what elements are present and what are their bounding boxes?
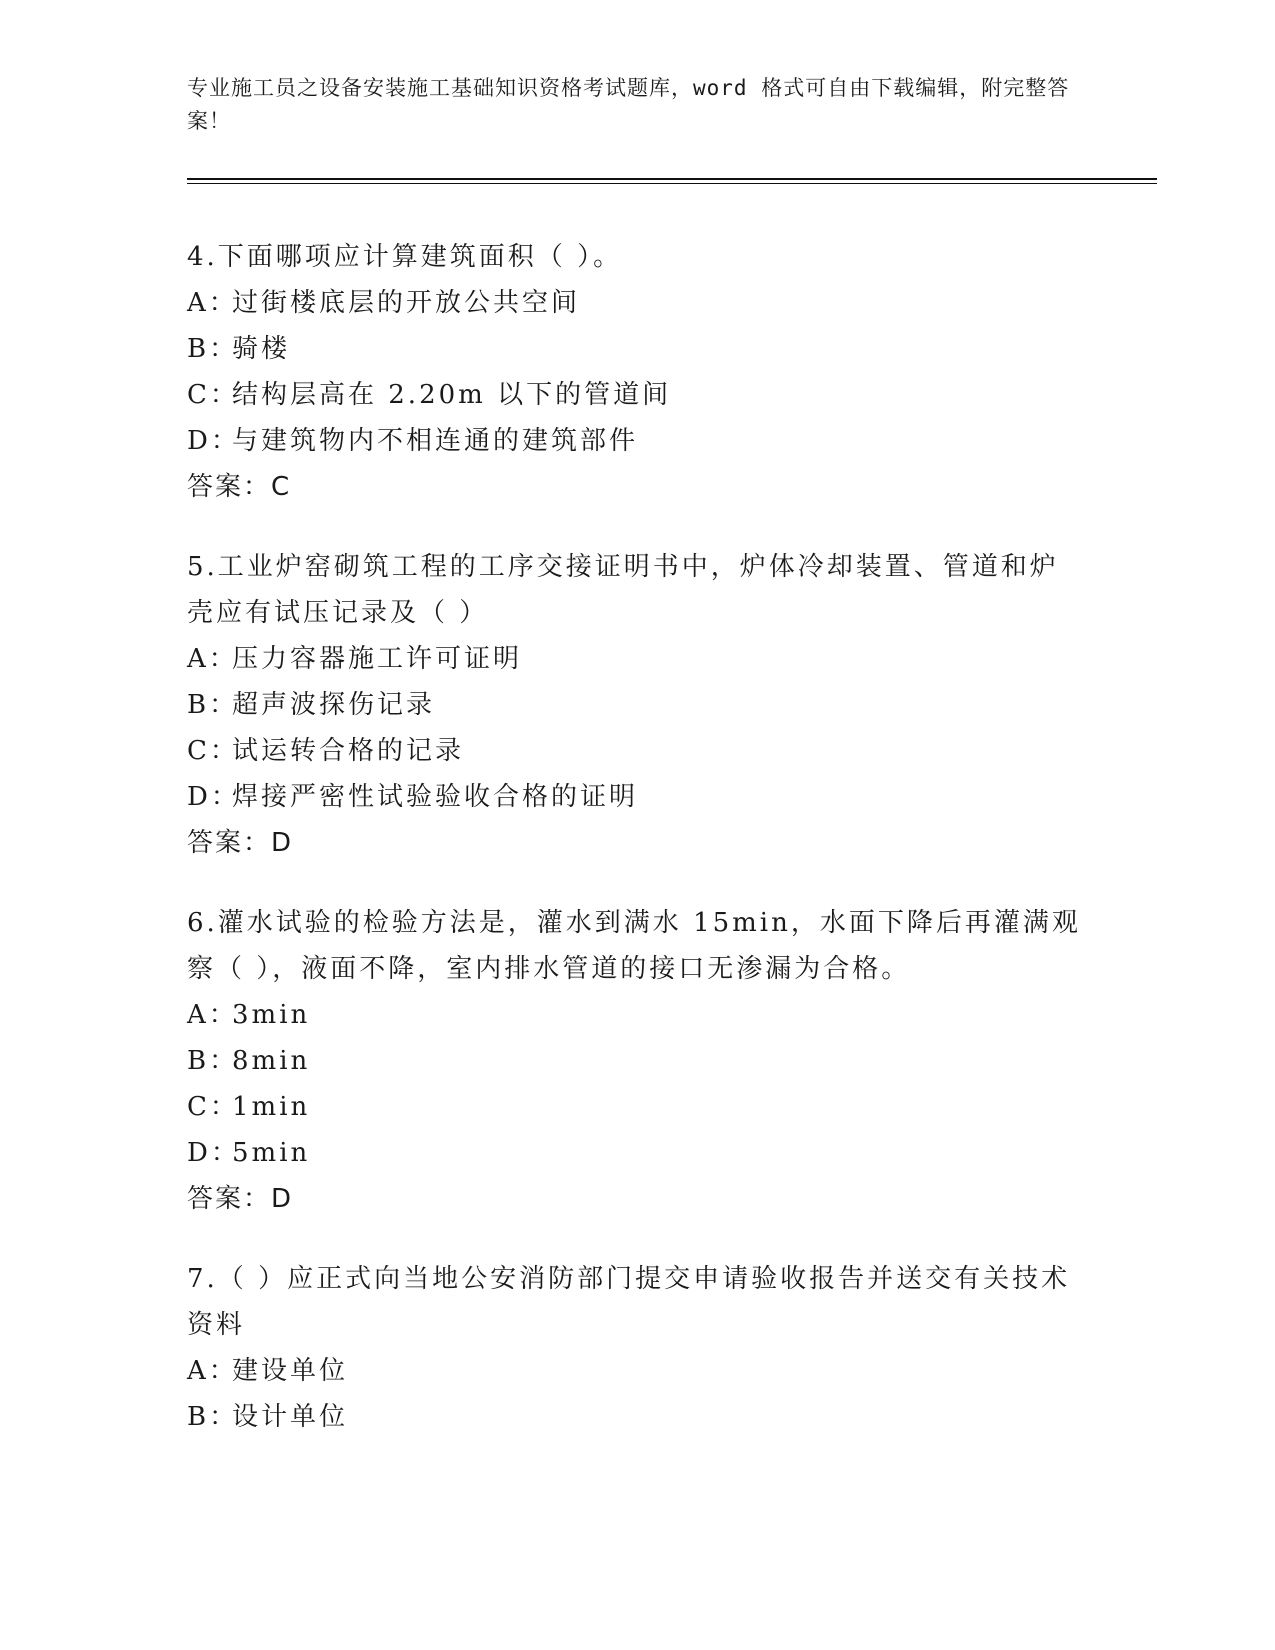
option-key: A： [187,1356,238,1386]
option-key: D： [187,426,240,456]
answer: 答案：C [187,472,292,502]
option-a [187,636,1107,682]
option-key: C： [187,736,239,766]
option-text: 与建筑物内不相连通的建筑部件 [232,426,639,456]
question-4 [187,234,1107,510]
option-c [187,372,1107,418]
answer: 答案：D [187,1184,294,1214]
option-text: 试运转合格的记录 [232,736,465,766]
question-7 [187,1256,1107,1440]
option-text: 结构层高在 2.20m 以下的管道间 [232,380,672,410]
question-stem: 4.下面哪项应计算建筑面积（ ）。 [187,242,623,272]
option-text: 设计单位 [232,1402,349,1432]
option-d [187,418,1107,464]
option-key: B： [187,334,239,364]
option-key: C： [187,1092,239,1122]
option-key: A： [187,644,238,674]
question-stem: 6.灌水试验的检验方法是，灌水到满水 15min，水面下降后再灌满观察（ ），液面不降，室内排水管道的接口无渗漏为合格。 [187,908,1081,984]
question-6 [187,900,1107,1222]
question-list [187,234,1107,1474]
option-d [187,774,1107,820]
option-d [187,1130,1107,1176]
document-header: 专业施工员之设备安装施工基础知识资格考试题库，word 格式可自由下载编辑，附完整答案！ [187,76,1070,133]
option-c [187,1084,1107,1130]
option-b [187,1394,1107,1440]
option-b [187,326,1107,372]
option-text: 8min [232,1046,311,1076]
option-text: 骑楼 [232,334,291,364]
option-key: B： [187,690,239,720]
option-c [187,728,1107,774]
option-key: C： [187,380,239,410]
option-text: 建设单位 [232,1356,349,1386]
option-key: D： [187,782,240,812]
option-text: 1min [232,1092,311,1122]
option-a [187,280,1107,326]
option-a [187,992,1107,1038]
option-key: B： [187,1046,239,1076]
header-rule-bottom [187,183,1157,184]
option-a [187,1348,1107,1394]
question-5 [187,544,1107,866]
option-b [187,682,1107,728]
option-text: 过街楼底层的开放公共空间 [232,288,581,318]
option-text: 压力容器施工许可证明 [232,644,523,674]
question-stem: 5.工业炉窑砌筑工程的工序交接证明书中，炉体冷却装置、管道和炉壳应有试压记录及（ ） [187,552,1059,628]
option-key: A： [187,1000,238,1030]
question-stem: 7.（ ）应正式向当地公安消防部门提交申请验收报告并送交有关技术资料 [187,1264,1071,1340]
option-key: A： [187,288,238,318]
option-text: 超声波探伤记录 [232,690,436,720]
option-text: 焊接严密性试验验收合格的证明 [232,782,639,812]
option-key: D： [187,1138,240,1168]
option-b [187,1038,1107,1084]
option-key: B： [187,1402,239,1432]
option-text: 5min [232,1138,311,1168]
option-text: 3min [232,1000,311,1030]
header-rule-top [187,178,1157,180]
answer: 答案：D [187,828,294,858]
